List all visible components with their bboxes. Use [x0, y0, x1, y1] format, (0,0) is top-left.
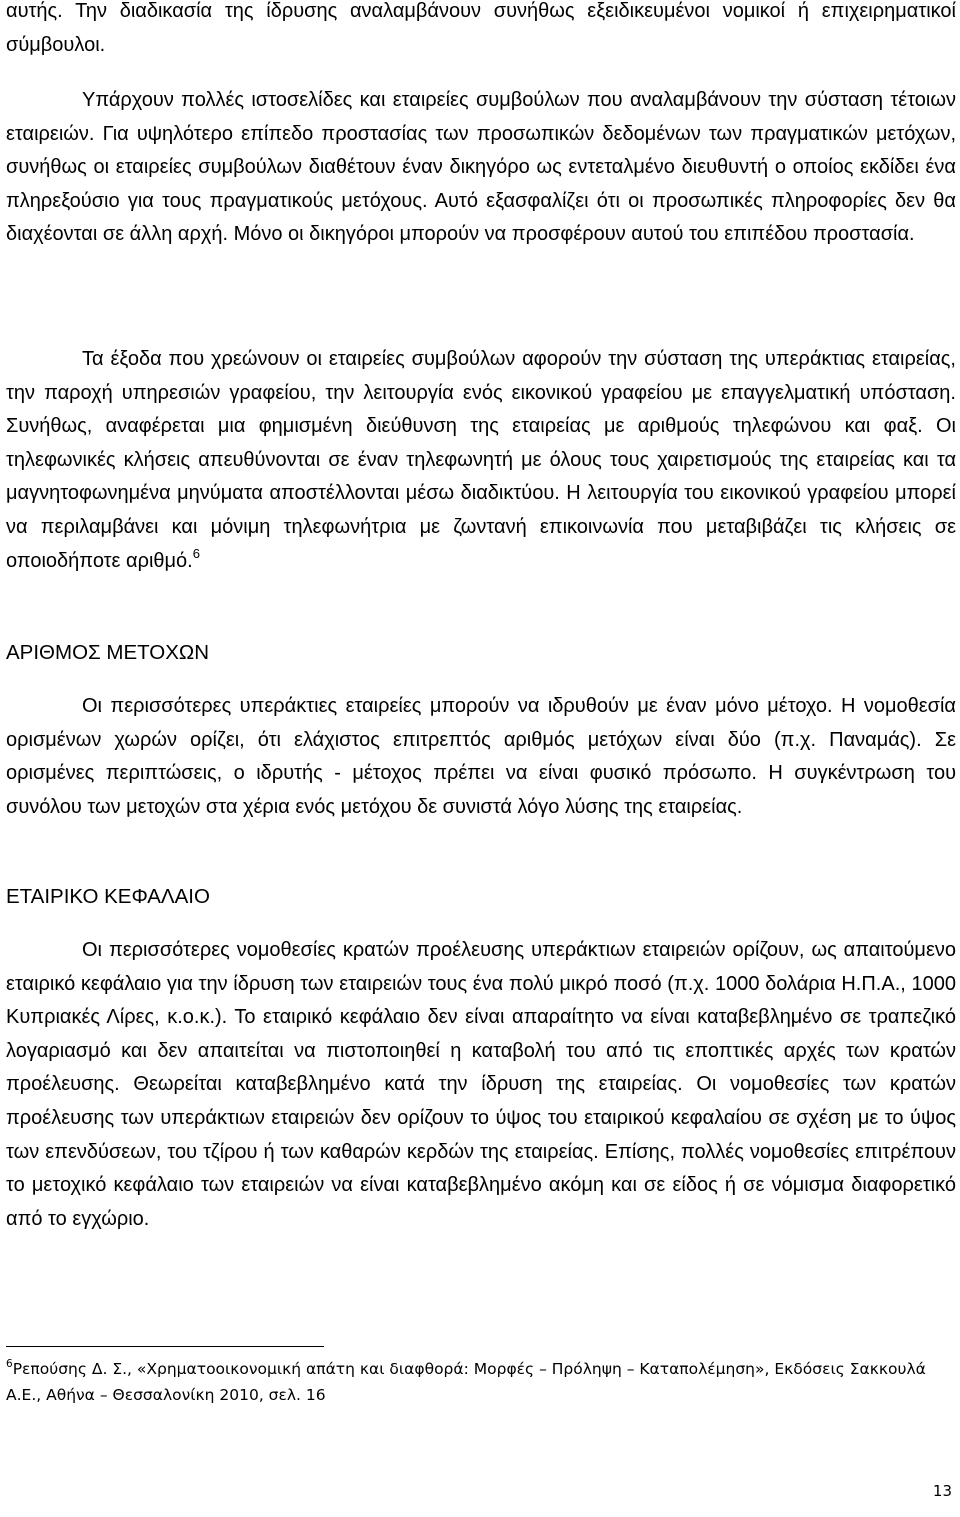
paragraph-continuation: [6, 0, 956, 62]
paragraph-text: Τα έξοδα που χρεώνουν οι εταιρείες συμβούλων αφορούν την σύσταση της υπεράκτιας εταιρείας, την παροχή υπηρεσιών γραφείου, την λειτουργία ενός εικονικού γραφείου με επαγγελματική υπόσταση. Συνήθως, αναφέρεται μια φημισμένη διεύθυνση της εταιρείας με αριθμούς τηλεφώνου και φαξ. Οι τηλεφωνικές κλήσεις απευθύνονται σε έναν τηλεφωνητή με όλους τους χαιρετισμούς της εταιρείας και τα μαγνητοφωνημένα μηνύματα αποστέλλονται μέσω διαδικτύου. Η λειτουργία του εικονικού γραφείου μπορεί να περιλαμβάνει και μόνιμη τηλεφωνήτρια με ζωντανή επικοινωνία που μεταβιβάζει τις κλήσεις σε οποιοδήποτε αριθμό.: [6, 348, 956, 572]
section-heading-capital: ΕΤΑΙΡΙΚΟ ΚΕΦΑΛΑΙΟ: [6, 885, 210, 908]
footnote-reference[interactable]: 6: [192, 545, 200, 561]
paragraph-costs: [6, 343, 956, 578]
paragraph-text: Οι περισσότερες υπεράκτιες εταιρείες μπορούν να ιδρυθούν με έναν μόνο μέτοχο. Η νομοθεσία ορισμένων χωρών ορίζει, ότι ελάχιστος επιτρεπτός αριθμός μετόχων είναι δύο (π.χ. Παναμάς). Σε ορισμένες περιπτώσεις, ο ιδρυτής - μέτοχος πρέπει να είναι φυσικό πρόσωπο. Η συγκέντρωση του συνόλου των μετοχών στα χέρια ενός μετόχου δε συνιστά λόγο λύσης της εταιρείας.: [6, 695, 956, 818]
paragraph-consultants: [6, 84, 956, 252]
paragraph-text: αυτής. Την διαδικασία της ίδρυσης αναλαμβάνουν συνήθως εξειδικευμένοι νομικοί ή επιχειρηματικοί σύμβουλοι.: [6, 0, 956, 56]
paragraph-text: Οι περισσότερες νομοθεσίες κρατών προέλευσης υπεράκτιων εταιρειών ορίζουν, ως απαιτούμενο εταιρικό κεφάλαιο για την ίδρυση των εταιρειών τους ένα πολύ μικρό ποσό (π.χ. 1000 δολάρια Η.Π.Α., 1000 Κυπριακές Λίρες, κ.ο.κ.). Το εταιρικό κεφάλαιο δεν είναι απαραίτητο να είναι καταβεβλημένο σε τραπεζικό λογαριασμό και δεν απαιτείται να πιστοποιηθεί η καταβολή του από τις εποπτικές αρχές των κρατών προέλευσης. Θεωρείται καταβεβλημένο κατά την ίδρυση της εταιρείας. Οι νομοθεσίες των κρατών προέλευσης των υπεράκτιων εταιρειών δεν ορίζουν το ύψος του εταιρικού κεφαλαίου σε σχέση με το ύψος των επενδύσεων, του τζίρου ή των καθαρών κερδών της εταιρείας. Επίσης, πολλές νομοθεσίες επιτρέπουν το μετοχικό κεφάλαιο των εταιρειών να είναι καταβεβλημένο ακόμη και σε είδος ή σε νόμισμα διαφορετικό από το εγχώριο.: [6, 939, 956, 1230]
footnote-number: 6: [6, 1358, 13, 1370]
paragraph-shareholders: [6, 690, 956, 824]
section-heading-shareholders: ΑΡΙΘΜΟΣ ΜΕΤΟΧΩΝ: [6, 641, 210, 664]
page-number: 13: [932, 1482, 952, 1500]
paragraph-capital: [6, 934, 956, 1236]
footnote-separator: [6, 1346, 324, 1347]
footnote-text: Ρεπούσης Δ. Σ., «Χρηματοοικονομική απάτη και διαφθορά: Μορφές – Πρόληψη – Καταπολέμηση», Εκδόσεις Σακκουλά Α.Ε., Αθήνα – Θεσσαλονίκη 2010, σελ. 16: [6, 1360, 926, 1404]
footnote: [6, 1356, 956, 1408]
paragraph-text: Υπάρχουν πολλές ιστοσελίδες και εταιρείες συμβούλων που αναλαμβάνουν την σύσταση τέτοιων εταιρειών. Για υψηλότερο επίπεδο προστασίας των προσωπικών δεδομένων των πραγματικών μετόχων, συνήθως οι εταιρείες συμβούλων διαθέτουν έναν δικηγόρο ως εντεταλμένο διευθυντή ο οποίος εκδίδει ένα πληρεξούσιο για τους πραγματικούς μετόχους. Αυτό εξασφαλίζει ότι οι προσωπικές πληροφορίες δεν θα διαχέονται σε άλλη αρχή. Μόνο οι δικηγόροι μπορούν να προσφέρουν αυτού του επιπέδου προστασία.: [6, 89, 956, 246]
